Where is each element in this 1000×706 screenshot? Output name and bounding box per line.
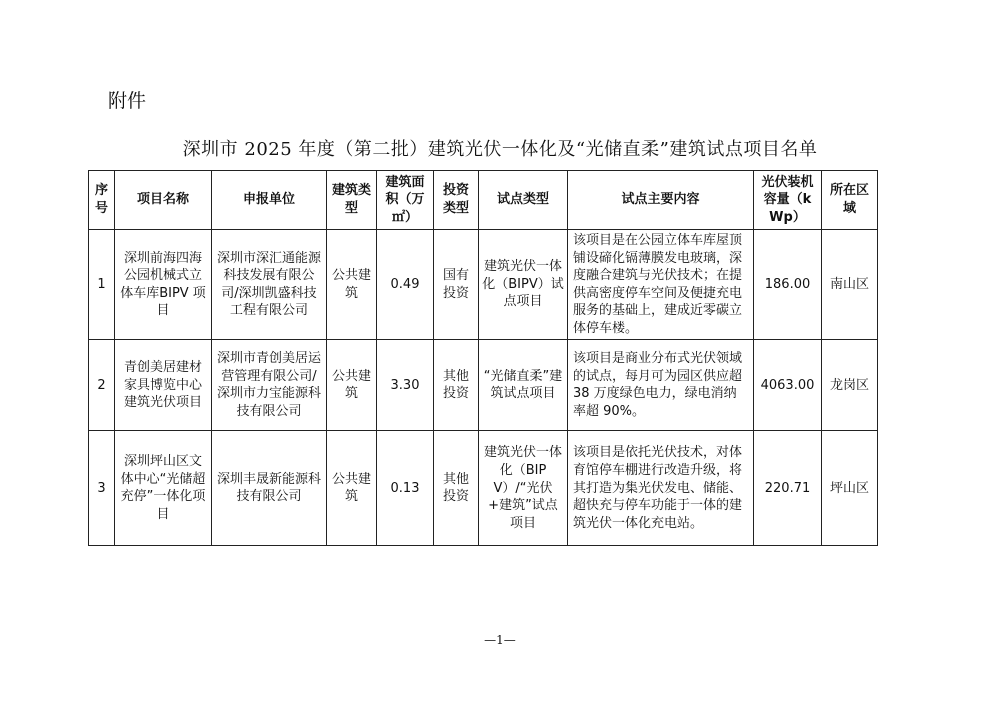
cell-pv-capacity: 4063.00 — [754, 340, 822, 431]
cell-building-area: 0.49 — [377, 230, 434, 340]
cell-building-area: 0.13 — [377, 431, 434, 546]
cell-investment-type: 国有投资 — [434, 230, 479, 340]
cell-pv-capacity: 220.71 — [754, 431, 822, 546]
table-row — [89, 230, 878, 340]
header-project-name: 项目名称 — [115, 171, 212, 230]
header-district: 所在区域 — [822, 171, 878, 230]
cell-project-name: 深圳前海四海公园机械式立体车库BIPV 项目 — [115, 230, 212, 340]
header-pv-capacity: 光伏装机容量（kWp） — [754, 171, 822, 230]
header-main-content: 试点主要内容 — [568, 171, 754, 230]
cell-project-name: 深圳坪山区文体中心“光储超充停”一体化项目 — [115, 431, 212, 546]
table-header-row — [89, 171, 878, 230]
cell-building-type: 公共建筑 — [327, 230, 377, 340]
cell-pilot-type: 建筑光伏一体化（BIPV）/“光伏+建筑”试点项目 — [479, 431, 568, 546]
cell-applicant: 深圳市青创美居运营管理有限公司/深圳市力宝能源科技有限公司 — [212, 340, 327, 431]
cell-pilot-type: “光储直柔”建筑试点项目 — [479, 340, 568, 431]
cell-building-area: 3.30 — [377, 340, 434, 431]
cell-building-type: 公共建筑 — [327, 431, 377, 546]
cell-index: 3 — [89, 431, 115, 546]
header-applicant: 申报单位 — [212, 171, 327, 230]
pilot-project-table — [88, 170, 878, 546]
header-building-type: 建筑类型 — [327, 171, 377, 230]
cell-applicant: 深圳丰晟新能源科技有限公司 — [212, 431, 327, 546]
cell-investment-type: 其他投资 — [434, 340, 479, 431]
header-index: 序号 — [89, 171, 115, 230]
table-row — [89, 431, 878, 546]
cell-investment-type: 其他投资 — [434, 431, 479, 546]
attachment-label: 附件 — [108, 90, 147, 112]
cell-district: 坪山区 — [822, 431, 878, 546]
cell-main-content: 该项目是商业分布式光伏领域的试点，每月可为园区供应超 38 万度绿色电力，绿电消纳率超 90%。 — [568, 340, 754, 431]
cell-main-content: 该项目是依托光伏技术，对体育馆停车棚进行改造升级，将其打造为集光伏发电、储能、超快充与停车功能于一体的建筑光伏一体化充电站。 — [568, 431, 754, 546]
header-pilot-type: 试点类型 — [479, 171, 568, 230]
cell-project-name: 青创美居建材家具博览中心建筑光伏项目 — [115, 340, 212, 431]
table-row — [89, 340, 878, 431]
cell-index: 2 — [89, 340, 115, 431]
page-number: —1— — [484, 633, 516, 647]
cell-pv-capacity: 186.00 — [754, 230, 822, 340]
cell-building-type: 公共建筑 — [327, 340, 377, 431]
cell-district: 南山区 — [822, 230, 878, 340]
header-building-area: 建筑面积（万㎡） — [377, 171, 434, 230]
cell-applicant: 深圳市深汇通能源科技发展有限公司/深圳凯盛科技工程有限公司 — [212, 230, 327, 340]
cell-district: 龙岗区 — [822, 340, 878, 431]
header-investment-type: 投资类型 — [434, 171, 479, 230]
cell-pilot-type: 建筑光伏一体化（BIPV）试点项目 — [479, 230, 568, 340]
cell-main-content: 该项目是在公园立体车库屋顶铺设碲化镉薄膜发电玻璃，深度融合建筑与光伏技术；在提供高密度停车空间及便捷充电服务的基础上，建成近零碳立体停车楼。 — [568, 230, 754, 340]
document-title: 深圳市 2025 年度（第二批）建筑光伏一体化及“光储直柔”建筑试点项目名单 — [182, 139, 818, 160]
cell-index: 1 — [89, 230, 115, 340]
